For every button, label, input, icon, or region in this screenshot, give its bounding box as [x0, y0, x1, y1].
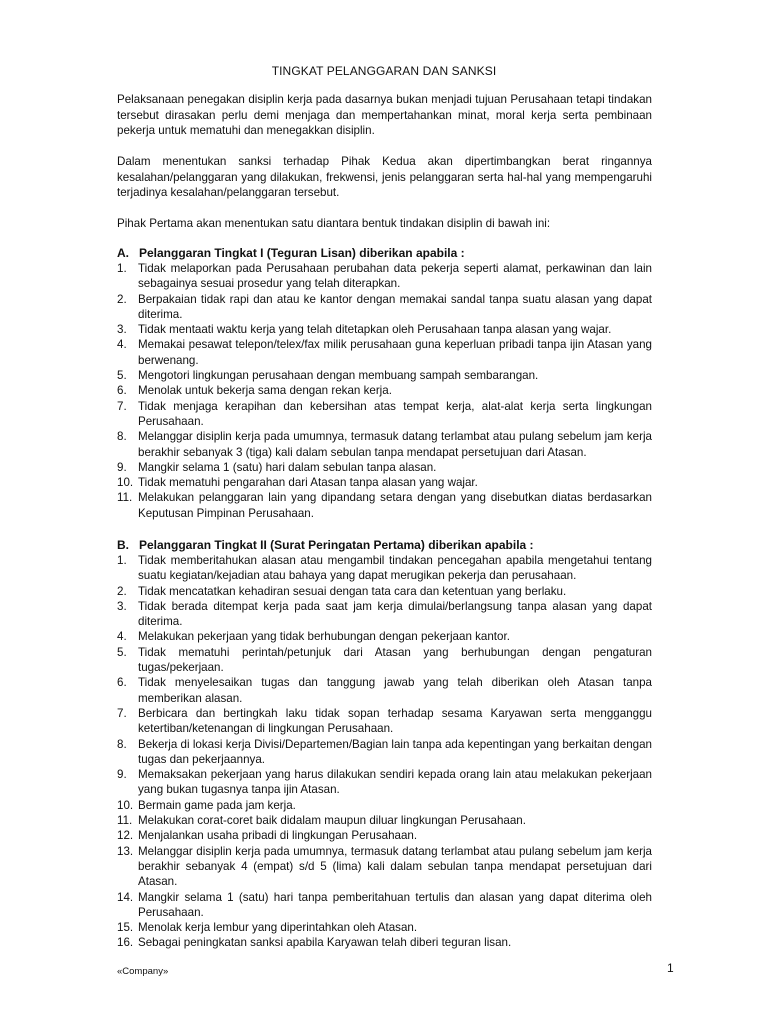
list-item-text: Tidak menyelesaikan tugas dan tanggung jawab yang telah diberikan oleh Atasan tanpa memberikan alasan.: [138, 676, 652, 705]
intro-paragraph-3: Pihak Pertama akan menentukan satu diantara bentuk tindakan disiplin di bawah ini:: [117, 217, 551, 230]
list-item-number: 3.: [117, 323, 127, 337]
list-item-number: 3.: [117, 599, 127, 613]
list-item: [117, 292, 652, 323]
list-item-number: 4.: [117, 338, 127, 352]
list-item-text: Tidak berada ditempat kerja pada saat jam kerja dimulai/berlangsung tanpa alasan yang dapat diterima.: [138, 599, 652, 629]
list-item: [117, 828, 652, 843]
list-item-number: 4.: [117, 630, 127, 644]
list-item-number: 9.: [117, 460, 127, 474]
list-item-number: 13.: [117, 844, 134, 858]
list-item-number: 1.: [117, 554, 127, 567]
list-item-text: Tidak mencatatkan kehadiran sesuai dengan tata cara dan ketentuan yang berlaku.: [138, 584, 567, 598]
list-item-text: Mangkir selama 1 (satu) hari dalam sebulan tanpa alasan.: [138, 460, 437, 474]
list-item-number: 16.: [117, 936, 134, 950]
document-title: TINGKAT PELANGGARAN DAN SANKSI: [271, 64, 497, 78]
list-item: [117, 645, 652, 676]
list-item: [117, 429, 652, 460]
list-item-text: Memaksakan pekerjaan yang harus dilakukan sendiri kepada orang lain atau melakukan pekerjaan yang bukan tugasnya tanpa ijin Atasan.: [138, 768, 652, 797]
list-item-number: 5.: [117, 645, 127, 659]
list-item-text: Melanggar disiplin kerja pada umumnya, termasuk datang terlambat atau pulang sebelum jam kerja berakhir sebanyak 3 (tiga) kali dalam sebulan tanpa mendapat persetujuan dari Atasan.: [138, 430, 652, 459]
section-a-list: [117, 261, 652, 521]
list-item: [117, 935, 652, 950]
list-item-text: Melakukan pelanggaran lain yang dipandang setara dengan yang disebutkan diatas berdasarkan Keputusan Pimpinan Perusahaan.: [138, 491, 652, 520]
list-item-number: 2.: [117, 584, 127, 598]
list-item: [117, 844, 652, 890]
list-item-number: 11.: [117, 814, 133, 828]
list-item-text: Berpakaian tidak rapi dan atau ke kantor dengan memakai sandal tanpa suatu alasan yang dapat diterima.: [138, 292, 652, 321]
list-item: [117, 798, 652, 813]
section-b-title: Pelanggaran Tingkat II (Surat Peringatan Pertama) diberikan apabila :: [139, 538, 534, 552]
section-b-letter: B.: [117, 538, 129, 552]
list-item: [117, 599, 652, 630]
list-item: [117, 261, 652, 292]
list-item-number: 8.: [117, 737, 127, 751]
list-item-number: 7.: [117, 706, 127, 720]
list-item: [117, 890, 652, 921]
list-item-text: Tidak menjaga kerapihan dan kebersihan atas tempat kerja, alat-alat kerja serta lingkungan Perusahaan.: [138, 399, 652, 428]
list-item: [117, 767, 652, 798]
list-item-number: 6.: [117, 384, 127, 398]
list-item-text: Berbicara dan bertingkah laku tidak sopan terhadap sesama Karyawan serta mengganggu ketertiban/ketenangan di lingkungan Perusahaan.: [138, 706, 652, 736]
list-item-number: 10.: [117, 476, 134, 490]
list-item-text: Bermain game pada jam kerja.: [138, 798, 296, 812]
list-item: [117, 629, 652, 644]
list-item-number: 14.: [117, 890, 134, 904]
list-item: [117, 399, 652, 430]
list-item-number: 12.: [117, 829, 134, 843]
list-item-text: Menjalankan usaha pribadi di lingkungan Perusahaan.: [138, 829, 418, 843]
page-number: 1: [667, 961, 674, 975]
list-item: [117, 675, 652, 706]
list-item-number: 9.: [117, 768, 127, 782]
list-item-text: Melanggar disiplin kerja pada umumnya, termasuk datang terlambat atau pulang sebelum jam kerja berakhir sebanyak 4 (empat) s/d 5 (lima) kali dalam sebulan tanpa mendapat persetujuan dari Atasan.: [138, 844, 652, 889]
list-item-text: Tidak mentaati waktu kerja yang telah ditetapkan oleh Perusahaan tanpa alasan yang wajar.: [138, 323, 612, 337]
list-item: [117, 322, 652, 337]
intro-paragraph-1: Pelaksanaan penegakan disiplin kerja pada dasarnya bukan menjadi tujuan Perusahaan tetapi tindakan tersebut dirasakan perlu demi menjaga dan mempertahankan minat, moral kerja serta pembinaan pekerja untuk mematuhi dan menegakkan disiplin.: [117, 93, 652, 137]
intro-paragraph-2: Dalam menentukan sanksi terhadap Pihak Kedua akan dipertimbangkan berat ringannya kesalahan/pelanggaran yang dilakukan, frekwensi, jenis pelanggaran serta hal-hal yang mempengaruhi terjadinya kesalahan/pelanggaran tersebut.: [117, 155, 652, 199]
list-item-number: 10.: [117, 798, 134, 812]
section-a-letter: A.: [117, 246, 129, 260]
section-a-title: Pelanggaran Tingkat I (Teguran Lisan) diberikan apabila :: [139, 246, 465, 260]
list-item-text: Tidak memberitahukan alasan atau mengambil tindakan pencegahan apabila mengetahui tentang suatu kegiatan/kejadian atau bahaya yang dapat merugikan pekerja dan perusahaan.: [138, 554, 652, 583]
list-item: [117, 368, 652, 383]
list-item-text: Tidak mematuhi perintah/petunjuk dari Atasan yang berhubungan dengan pengaturan tugas/pekerjaan.: [138, 645, 652, 675]
section-b-list: [117, 553, 652, 951]
list-item-text: Memakai pesawat telepon/telex/fax milik perusahaan guna keperluan pribadi tanpa ijin Atasan yang berwenang.: [138, 338, 652, 367]
section-b-heading: [117, 538, 677, 553]
list-item: [117, 383, 652, 398]
list-item: [117, 553, 652, 584]
list-item-number: 7.: [117, 399, 127, 413]
list-item: [117, 475, 652, 490]
list-item: [117, 706, 652, 737]
list-item-text: Menolak untuk bekerja sama dengan rekan kerja.: [138, 384, 392, 398]
list-item-text: Melakukan corat-coret baik didalam maupun diluar lingkungan Perusahaan.: [138, 814, 526, 828]
list-item: [117, 813, 652, 828]
list-item-text: Tidak melaporkan pada Perusahaan perubahan data pekerja seperti alamat, perkawinan dan lain sebagainya sesuai prosedur yang telah diterapkan.: [138, 262, 652, 291]
list-item-number: 15.: [117, 921, 134, 935]
list-item-text: Tidak mematuhi pengarahan dari Atasan tanpa alasan yang wajar.: [138, 476, 478, 490]
list-item-number: 11.: [117, 491, 133, 505]
section-a-heading: [117, 246, 677, 261]
list-item-text: Menolak kerja lembur yang diperintahkan oleh Atasan.: [138, 921, 418, 935]
list-item-text: Mangkir selama 1 (satu) hari tanpa pemberitahuan tertulis dan alasan yang dapat diterima oleh Perusahaan.: [138, 890, 652, 919]
list-item-number: 6.: [117, 676, 127, 690]
list-item: [117, 737, 652, 768]
list-item: [117, 337, 652, 368]
list-item-text: Melakukan pekerjaan yang tidak berhubungan dengan pekerjaan kantor.: [138, 630, 510, 644]
list-item-number: 5.: [117, 369, 127, 383]
list-item-number: 8.: [117, 430, 127, 444]
footer-company: «Company»: [117, 966, 169, 977]
list-item-number: 1.: [117, 262, 127, 275]
list-item: [117, 920, 652, 935]
list-item-number: 2.: [117, 292, 127, 306]
list-item-text: Mengotori lingkungan perusahaan dengan membuang sampah sembarangan.: [138, 369, 539, 383]
list-item-text: Sebagai peningkatan sanksi apabila Karyawan telah diberi teguran lisan.: [138, 936, 512, 950]
list-item: [117, 490, 652, 521]
list-item-text: Bekerja di lokasi kerja Divisi/Departemen/Bagian lain tanpa ada kepentingan yang berkaitan dengan tugas dan pekerjaannya.: [138, 737, 652, 766]
list-item: [117, 460, 652, 475]
list-item: [117, 584, 652, 599]
